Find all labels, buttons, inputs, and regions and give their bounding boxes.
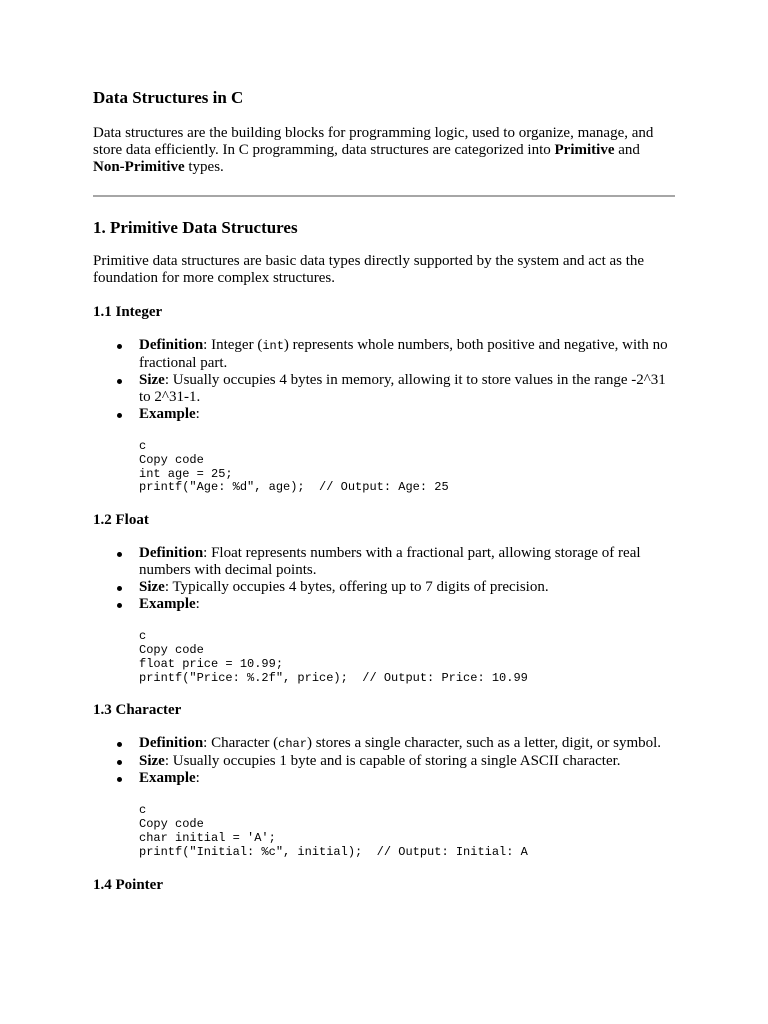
intro-text-2: and [614,142,640,158]
intro-text-1: Data structures are the building blocks for programming logic, used to organize, manage, and store data efficiently. In C programming, data structures are categorized into [93,125,654,158]
integer-bullet-list [93,337,675,423]
section-intro-primitive: Primitive data structures are basic data types directly supported by the system and act as the foundation for more complex structures. [93,253,645,286]
size-label: Size [139,579,165,596]
character-example-item [139,770,675,787]
code-line: int age = 25; [139,466,233,481]
document-content [93,88,675,894]
integer-definition-item [139,337,675,372]
float-bullet-list [93,545,675,613]
example-label: Example [139,770,196,787]
code-line: printf("Price: %.2f", price); // Output: Price: 10.99 [139,670,528,685]
code-line: float price = 10.99; [139,656,284,671]
character-definition-item [139,735,675,753]
size-label: Size [139,372,165,388]
intro-bold-primitive: Primitive [554,142,615,158]
section-title-primitive: 1. Primitive Data Structures [93,218,298,237]
code-line: printf("Age: %d", age); // Output: Age: 25 [139,480,449,495]
intro-text-3: types. [184,159,224,175]
definition-label: Definition [139,545,204,562]
character-size-item [139,753,675,770]
character-bullet-list [93,735,675,787]
float-size-item [139,579,675,596]
example-label: Example [139,406,196,422]
subsection-title-character: 1.3 Character [93,702,182,719]
code-block-character [139,804,675,859]
size-text: : Typically occupies 4 bytes, offering up to 7 digits of precision. [164,579,549,596]
code-block-integer [139,440,675,495]
copy-code-label: Copy code [139,817,204,832]
document-title: Data Structures in C [93,88,244,107]
inline-code-char: char [278,737,307,752]
definition-text: ) stores a single character, such as a letter, digit, or symbol. [306,735,662,752]
example-colon: : [195,770,200,787]
subsection-title-float: 1.2 Float [93,512,149,529]
size-text: : Usually occupies 1 byte and is capable of storing a single ASCII character. [164,753,621,770]
subsection-title-pointer: 1.4 Pointer [93,876,163,893]
code-line: printf("Initial: %c", initial); // Output: Initial: A [139,844,528,859]
section-divider [93,195,675,197]
code-language-label: c [139,803,147,818]
definition-label: Definition [139,735,204,752]
integer-example-item [139,406,675,423]
intro-bold-non-primitive: Non-Primitive [93,159,185,175]
size-text: : Usually occupies 4 bytes in memory, allowing it to store values in the range -2^31 to 2^31-1. [139,372,666,405]
definition-text: : Integer ( [203,337,263,353]
definition-text: : Character ( [203,735,279,752]
example-colon: : [195,596,200,613]
code-language-label: c [139,629,147,644]
float-example-item [139,596,675,613]
code-language-label: c [139,439,147,453]
copy-code-label: Copy code [139,452,204,467]
example-label: Example [139,596,196,613]
code-line: char initial = 'A'; [139,830,276,845]
float-definition-item [139,545,675,579]
size-label: Size [139,753,165,770]
definition-text: ) represents whole numbers, both positive and negative, with no fractional part. [139,337,668,371]
code-block-float [139,630,675,685]
definition-label: Definition [139,337,204,353]
document-intro [93,125,675,176]
copy-code-label: Copy code [139,642,204,657]
example-colon: : [195,406,200,422]
definition-text: : Float represents numbers with a fractional part, allowing storage of real numbers with decimal points. [139,545,641,579]
integer-size-item [139,372,675,406]
subsection-title-integer: 1.1 Integer [93,304,163,320]
inline-code-int: int [262,339,284,353]
